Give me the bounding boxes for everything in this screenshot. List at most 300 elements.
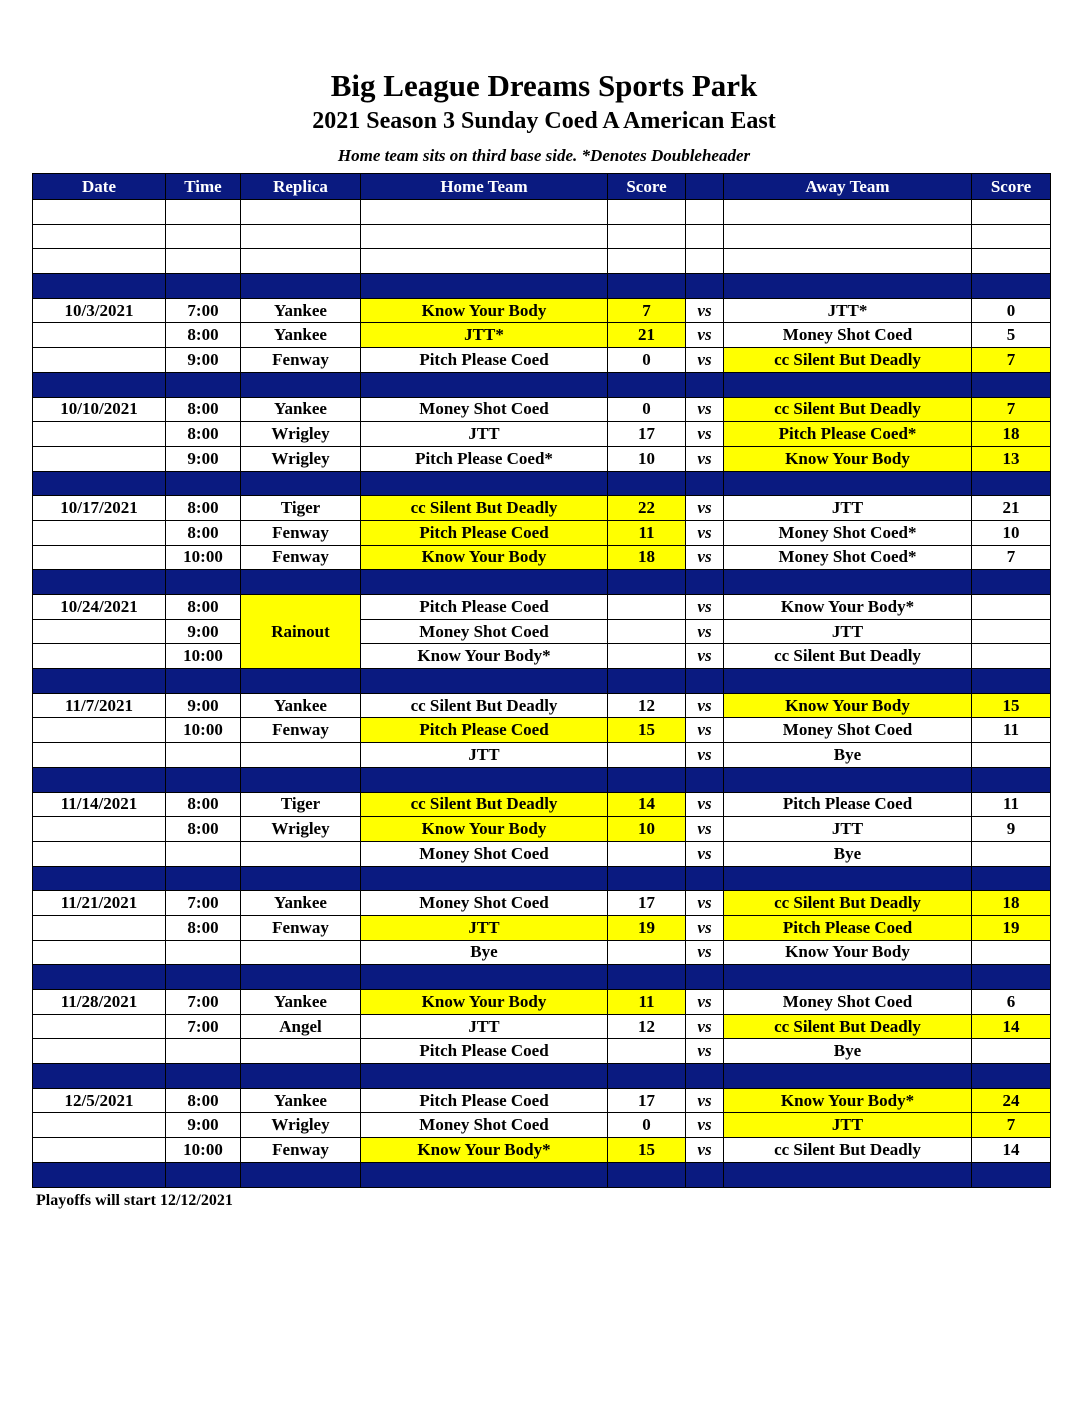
away-team: cc Silent But Deadly bbox=[724, 1014, 972, 1039]
blank-cell bbox=[33, 200, 166, 225]
home-score: 12 bbox=[608, 693, 686, 718]
game-row bbox=[33, 1088, 1051, 1113]
schedule-note: Home team sits on third base side. *Denotes Doubleheader bbox=[337, 146, 751, 165]
separator-cell bbox=[241, 274, 361, 299]
blank-cell bbox=[972, 249, 1051, 274]
blank-cell bbox=[361, 224, 608, 249]
header-row bbox=[33, 174, 1051, 200]
separator-cell bbox=[33, 767, 166, 792]
separator-row bbox=[33, 1162, 1051, 1187]
home-score: 17 bbox=[608, 422, 686, 447]
game-date bbox=[33, 520, 166, 545]
footer-note: Playoffs will start 12/12/2021 bbox=[36, 1192, 233, 1209]
game-row bbox=[33, 520, 1051, 545]
vs-label: vs bbox=[686, 1088, 724, 1113]
game-row bbox=[33, 841, 1051, 866]
game-replica: Yankee bbox=[241, 298, 361, 323]
away-team: Money Shot Coed* bbox=[724, 545, 972, 570]
away-score: 7 bbox=[972, 1113, 1051, 1138]
game-time: 10:00 bbox=[166, 1138, 241, 1163]
game-replica: Yankee bbox=[241, 990, 361, 1015]
away-team: JTT bbox=[724, 619, 972, 644]
separator-cell bbox=[686, 669, 724, 694]
away-score: 21 bbox=[972, 496, 1051, 521]
col-away-score: Score bbox=[972, 174, 1051, 200]
game-time: 8:00 bbox=[166, 397, 241, 422]
blank-row bbox=[33, 200, 1051, 225]
vs-label: vs bbox=[686, 915, 724, 940]
separator-cell bbox=[361, 669, 608, 694]
home-team: Know Your Body bbox=[361, 990, 608, 1015]
game-date bbox=[33, 446, 166, 471]
away-score: 14 bbox=[972, 1014, 1051, 1039]
game-time: 9:00 bbox=[166, 446, 241, 471]
game-replica: Yankee bbox=[241, 693, 361, 718]
away-score bbox=[972, 841, 1051, 866]
away-score bbox=[972, 644, 1051, 669]
away-score: 24 bbox=[972, 1088, 1051, 1113]
home-team: cc Silent But Deadly bbox=[361, 693, 608, 718]
col-home-score: Score bbox=[608, 174, 686, 200]
separator-cell bbox=[33, 669, 166, 694]
game-row bbox=[33, 792, 1051, 817]
game-row bbox=[33, 1039, 1051, 1064]
away-team: Pitch Please Coed bbox=[724, 915, 972, 940]
game-replica: Yankee bbox=[241, 397, 361, 422]
game-row bbox=[33, 990, 1051, 1015]
separator-cell bbox=[608, 767, 686, 792]
game-time: 8:00 bbox=[166, 1088, 241, 1113]
home-team: JTT bbox=[361, 915, 608, 940]
away-score bbox=[972, 619, 1051, 644]
game-replica: Tiger bbox=[241, 496, 361, 521]
vs-label: vs bbox=[686, 718, 724, 743]
game-date: 11/21/2021 bbox=[33, 891, 166, 916]
separator-cell bbox=[724, 372, 972, 397]
separator-cell bbox=[241, 965, 361, 990]
home-team: JTT bbox=[361, 422, 608, 447]
away-score bbox=[972, 595, 1051, 620]
away-team: JTT bbox=[724, 496, 972, 521]
separator-cell bbox=[361, 1064, 608, 1089]
game-date bbox=[33, 323, 166, 348]
blank-cell bbox=[972, 224, 1051, 249]
away-score: 11 bbox=[972, 718, 1051, 743]
vs-label: vs bbox=[686, 792, 724, 817]
separator-cell bbox=[166, 669, 241, 694]
separator-cell bbox=[972, 767, 1051, 792]
game-date bbox=[33, 841, 166, 866]
blank-cell bbox=[724, 249, 972, 274]
home-team: Money Shot Coed bbox=[361, 841, 608, 866]
vs-label: vs bbox=[686, 298, 724, 323]
game-date bbox=[33, 619, 166, 644]
blank-cell bbox=[166, 200, 241, 225]
separator-row bbox=[33, 274, 1051, 299]
game-time: 8:00 bbox=[166, 323, 241, 348]
away-team: cc Silent But Deadly bbox=[724, 397, 972, 422]
home-score: 21 bbox=[608, 323, 686, 348]
separator-cell bbox=[241, 669, 361, 694]
separator-cell bbox=[724, 866, 972, 891]
blank-cell bbox=[686, 200, 724, 225]
game-row bbox=[33, 1014, 1051, 1039]
game-time: 9:00 bbox=[166, 693, 241, 718]
separator-cell bbox=[608, 1162, 686, 1187]
page-title: Big League Dreams Sports Park bbox=[330, 68, 758, 103]
away-score: 0 bbox=[972, 298, 1051, 323]
separator-cell bbox=[241, 866, 361, 891]
separator-cell bbox=[33, 471, 166, 496]
col-away-team: Away Team bbox=[724, 174, 972, 200]
home-score: 0 bbox=[608, 348, 686, 373]
home-score: 0 bbox=[608, 1113, 686, 1138]
separator-cell bbox=[972, 570, 1051, 595]
away-team: Know Your Body* bbox=[724, 1088, 972, 1113]
game-row bbox=[33, 619, 1051, 644]
game-time: 8:00 bbox=[166, 915, 241, 940]
away-score: 19 bbox=[972, 915, 1051, 940]
home-team: Pitch Please Coed* bbox=[361, 446, 608, 471]
game-row bbox=[33, 1113, 1051, 1138]
separator-cell bbox=[166, 372, 241, 397]
game-time: 10:00 bbox=[166, 718, 241, 743]
vs-label: vs bbox=[686, 644, 724, 669]
separator-cell bbox=[33, 274, 166, 299]
away-score: 18 bbox=[972, 891, 1051, 916]
separator-cell bbox=[724, 570, 972, 595]
separator-cell bbox=[166, 1064, 241, 1089]
separator-cell bbox=[361, 866, 608, 891]
separator-cell bbox=[608, 1064, 686, 1089]
separator-row bbox=[33, 1064, 1051, 1089]
game-time bbox=[166, 841, 241, 866]
home-score: 10 bbox=[608, 817, 686, 842]
blank-cell bbox=[33, 249, 166, 274]
vs-label: vs bbox=[686, 841, 724, 866]
home-team: Know Your Body bbox=[361, 545, 608, 570]
game-replica: Yankee bbox=[241, 323, 361, 348]
game-date bbox=[33, 718, 166, 743]
game-date bbox=[33, 743, 166, 768]
vs-label: vs bbox=[686, 1113, 724, 1138]
vs-label: vs bbox=[686, 595, 724, 620]
col-vs bbox=[686, 174, 724, 200]
game-time: 8:00 bbox=[166, 817, 241, 842]
game-row bbox=[33, 693, 1051, 718]
away-team: Money Shot Coed bbox=[724, 718, 972, 743]
home-team: JTT* bbox=[361, 323, 608, 348]
game-date: 11/14/2021 bbox=[33, 792, 166, 817]
game-replica: Yankee bbox=[241, 1088, 361, 1113]
away-team: JTT* bbox=[724, 298, 972, 323]
separator-cell bbox=[724, 965, 972, 990]
home-score: 11 bbox=[608, 520, 686, 545]
separator-cell bbox=[361, 372, 608, 397]
game-time: 7:00 bbox=[166, 298, 241, 323]
separator-cell bbox=[724, 274, 972, 299]
home-team: Money Shot Coed bbox=[361, 619, 608, 644]
away-score bbox=[972, 940, 1051, 965]
game-replica bbox=[241, 841, 361, 866]
game-time: 8:00 bbox=[166, 496, 241, 521]
game-date bbox=[33, 348, 166, 373]
away-team: Know Your Body bbox=[724, 446, 972, 471]
game-date bbox=[33, 1138, 166, 1163]
game-row bbox=[33, 323, 1051, 348]
separator-cell bbox=[361, 1162, 608, 1187]
game-time: 10:00 bbox=[166, 644, 241, 669]
col-date: Date bbox=[33, 174, 166, 200]
separator-cell bbox=[724, 1064, 972, 1089]
home-score: 11 bbox=[608, 990, 686, 1015]
game-date: 10/24/2021 bbox=[33, 595, 166, 620]
game-row bbox=[33, 446, 1051, 471]
game-row bbox=[33, 940, 1051, 965]
away-team: Bye bbox=[724, 743, 972, 768]
separator-cell bbox=[686, 372, 724, 397]
col-home-team: Home Team bbox=[361, 174, 608, 200]
home-score: 7 bbox=[608, 298, 686, 323]
game-replica: Fenway bbox=[241, 348, 361, 373]
separator-cell bbox=[241, 372, 361, 397]
away-team: Bye bbox=[724, 1039, 972, 1064]
game-replica: Wrigley bbox=[241, 817, 361, 842]
separator-row bbox=[33, 570, 1051, 595]
game-date: 10/3/2021 bbox=[33, 298, 166, 323]
game-time: 9:00 bbox=[166, 1113, 241, 1138]
blank-cell bbox=[608, 249, 686, 274]
separator-row bbox=[33, 669, 1051, 694]
away-team: Know Your Body bbox=[724, 693, 972, 718]
col-time: Time bbox=[166, 174, 241, 200]
vs-label: vs bbox=[686, 743, 724, 768]
vs-label: vs bbox=[686, 619, 724, 644]
separator-cell bbox=[724, 767, 972, 792]
game-replica: Wrigley bbox=[241, 1113, 361, 1138]
separator-cell bbox=[724, 1162, 972, 1187]
separator-cell bbox=[686, 767, 724, 792]
home-score: 17 bbox=[608, 1088, 686, 1113]
home-score: 19 bbox=[608, 915, 686, 940]
separator-cell bbox=[166, 570, 241, 595]
home-score bbox=[608, 1039, 686, 1064]
separator-cell bbox=[33, 372, 166, 397]
game-replica: Fenway bbox=[241, 520, 361, 545]
vs-label: vs bbox=[686, 520, 724, 545]
game-replica bbox=[241, 743, 361, 768]
separator-cell bbox=[972, 866, 1051, 891]
separator-cell bbox=[361, 471, 608, 496]
blank-cell bbox=[361, 249, 608, 274]
separator-cell bbox=[33, 1162, 166, 1187]
away-team: cc Silent But Deadly bbox=[724, 644, 972, 669]
blank-cell bbox=[241, 249, 361, 274]
separator-cell bbox=[361, 767, 608, 792]
game-time bbox=[166, 743, 241, 768]
away-team: Money Shot Coed bbox=[724, 990, 972, 1015]
game-time: 8:00 bbox=[166, 422, 241, 447]
separator-cell bbox=[241, 471, 361, 496]
game-row bbox=[33, 496, 1051, 521]
separator-cell bbox=[972, 1162, 1051, 1187]
away-score: 9 bbox=[972, 817, 1051, 842]
blank-cell bbox=[361, 200, 608, 225]
home-team: Know Your Body bbox=[361, 817, 608, 842]
game-date: 11/28/2021 bbox=[33, 990, 166, 1015]
game-date bbox=[33, 1039, 166, 1064]
away-team: JTT bbox=[724, 1113, 972, 1138]
home-score bbox=[608, 743, 686, 768]
separator-cell bbox=[166, 767, 241, 792]
separator-cell bbox=[608, 372, 686, 397]
game-row bbox=[33, 595, 1051, 620]
game-date bbox=[33, 1014, 166, 1039]
vs-label: vs bbox=[686, 693, 724, 718]
vs-label: vs bbox=[686, 817, 724, 842]
away-team: cc Silent But Deadly bbox=[724, 348, 972, 373]
away-score: 15 bbox=[972, 693, 1051, 718]
blank-row bbox=[33, 249, 1051, 274]
game-time bbox=[166, 940, 241, 965]
home-team: Pitch Please Coed bbox=[361, 718, 608, 743]
vs-label: vs bbox=[686, 397, 724, 422]
vs-label: vs bbox=[686, 1138, 724, 1163]
separator-cell bbox=[361, 570, 608, 595]
home-score: 17 bbox=[608, 891, 686, 916]
separator-cell bbox=[166, 965, 241, 990]
home-team: Pitch Please Coed bbox=[361, 348, 608, 373]
game-date bbox=[33, 915, 166, 940]
separator-cell bbox=[166, 471, 241, 496]
game-row bbox=[33, 891, 1051, 916]
separator-cell bbox=[608, 669, 686, 694]
game-date: 10/10/2021 bbox=[33, 397, 166, 422]
separator-cell bbox=[686, 965, 724, 990]
vs-label: vs bbox=[686, 545, 724, 570]
away-score: 10 bbox=[972, 520, 1051, 545]
separator-cell bbox=[33, 570, 166, 595]
rainout-cell: Rainout bbox=[241, 595, 361, 669]
home-team: Money Shot Coed bbox=[361, 891, 608, 916]
away-score bbox=[972, 1039, 1051, 1064]
separator-cell bbox=[166, 866, 241, 891]
game-row bbox=[33, 915, 1051, 940]
schedule-table bbox=[32, 173, 1051, 1188]
away-team: Bye bbox=[724, 841, 972, 866]
vs-label: vs bbox=[686, 940, 724, 965]
home-score bbox=[608, 619, 686, 644]
separator-cell bbox=[686, 570, 724, 595]
game-replica bbox=[241, 1039, 361, 1064]
separator-cell bbox=[166, 274, 241, 299]
game-time: 7:00 bbox=[166, 990, 241, 1015]
away-score: 6 bbox=[972, 990, 1051, 1015]
vs-label: vs bbox=[686, 496, 724, 521]
game-time: 9:00 bbox=[166, 348, 241, 373]
game-time: 8:00 bbox=[166, 595, 241, 620]
home-team: Know Your Body bbox=[361, 298, 608, 323]
blank-cell bbox=[972, 200, 1051, 225]
game-time: 9:00 bbox=[166, 619, 241, 644]
vs-label: vs bbox=[686, 891, 724, 916]
vs-label: vs bbox=[686, 348, 724, 373]
game-replica: Wrigley bbox=[241, 422, 361, 447]
separator-row bbox=[33, 866, 1051, 891]
away-team: JTT bbox=[724, 817, 972, 842]
separator-cell bbox=[724, 669, 972, 694]
separator-cell bbox=[166, 1162, 241, 1187]
vs-label: vs bbox=[686, 446, 724, 471]
separator-cell bbox=[361, 274, 608, 299]
blank-cell bbox=[33, 224, 166, 249]
away-team: Pitch Please Coed* bbox=[724, 422, 972, 447]
separator-cell bbox=[686, 471, 724, 496]
game-row bbox=[33, 817, 1051, 842]
game-date bbox=[33, 422, 166, 447]
home-team: Know Your Body* bbox=[361, 644, 608, 669]
separator-cell bbox=[972, 669, 1051, 694]
blank-cell bbox=[166, 249, 241, 274]
separator-cell bbox=[241, 1064, 361, 1089]
home-team: Pitch Please Coed bbox=[361, 595, 608, 620]
home-team: JTT bbox=[361, 743, 608, 768]
separator-cell bbox=[608, 866, 686, 891]
away-team: Money Shot Coed bbox=[724, 323, 972, 348]
away-team: Pitch Please Coed bbox=[724, 792, 972, 817]
separator-cell bbox=[972, 274, 1051, 299]
separator-cell bbox=[608, 471, 686, 496]
game-row bbox=[33, 397, 1051, 422]
away-score: 5 bbox=[972, 323, 1051, 348]
home-score: 10 bbox=[608, 446, 686, 471]
away-score bbox=[972, 743, 1051, 768]
vs-label: vs bbox=[686, 1014, 724, 1039]
away-team: Know Your Body* bbox=[724, 595, 972, 620]
blank-cell bbox=[608, 224, 686, 249]
separator-cell bbox=[972, 372, 1051, 397]
vs-label: vs bbox=[686, 1039, 724, 1064]
game-row bbox=[33, 298, 1051, 323]
home-team: Pitch Please Coed bbox=[361, 1039, 608, 1064]
home-score: 18 bbox=[608, 545, 686, 570]
game-replica: Fenway bbox=[241, 915, 361, 940]
separator-row bbox=[33, 372, 1051, 397]
home-score: 15 bbox=[608, 1138, 686, 1163]
blank-cell bbox=[686, 224, 724, 249]
separator-cell bbox=[972, 965, 1051, 990]
game-replica: Wrigley bbox=[241, 446, 361, 471]
game-time: 7:00 bbox=[166, 1014, 241, 1039]
game-date: 12/5/2021 bbox=[33, 1088, 166, 1113]
separator-cell bbox=[686, 866, 724, 891]
game-replica: Angel bbox=[241, 1014, 361, 1039]
away-score: 14 bbox=[972, 1138, 1051, 1163]
home-score: 0 bbox=[608, 397, 686, 422]
home-team: Money Shot Coed bbox=[361, 397, 608, 422]
separator-cell bbox=[686, 1162, 724, 1187]
blank-cell bbox=[241, 200, 361, 225]
game-time: 8:00 bbox=[166, 520, 241, 545]
separator-row bbox=[33, 471, 1051, 496]
home-team: Bye bbox=[361, 940, 608, 965]
separator-row bbox=[33, 965, 1051, 990]
separator-cell bbox=[686, 274, 724, 299]
home-score: 14 bbox=[608, 792, 686, 817]
home-team: Money Shot Coed bbox=[361, 1113, 608, 1138]
home-score: 15 bbox=[608, 718, 686, 743]
vs-label: vs bbox=[686, 990, 724, 1015]
